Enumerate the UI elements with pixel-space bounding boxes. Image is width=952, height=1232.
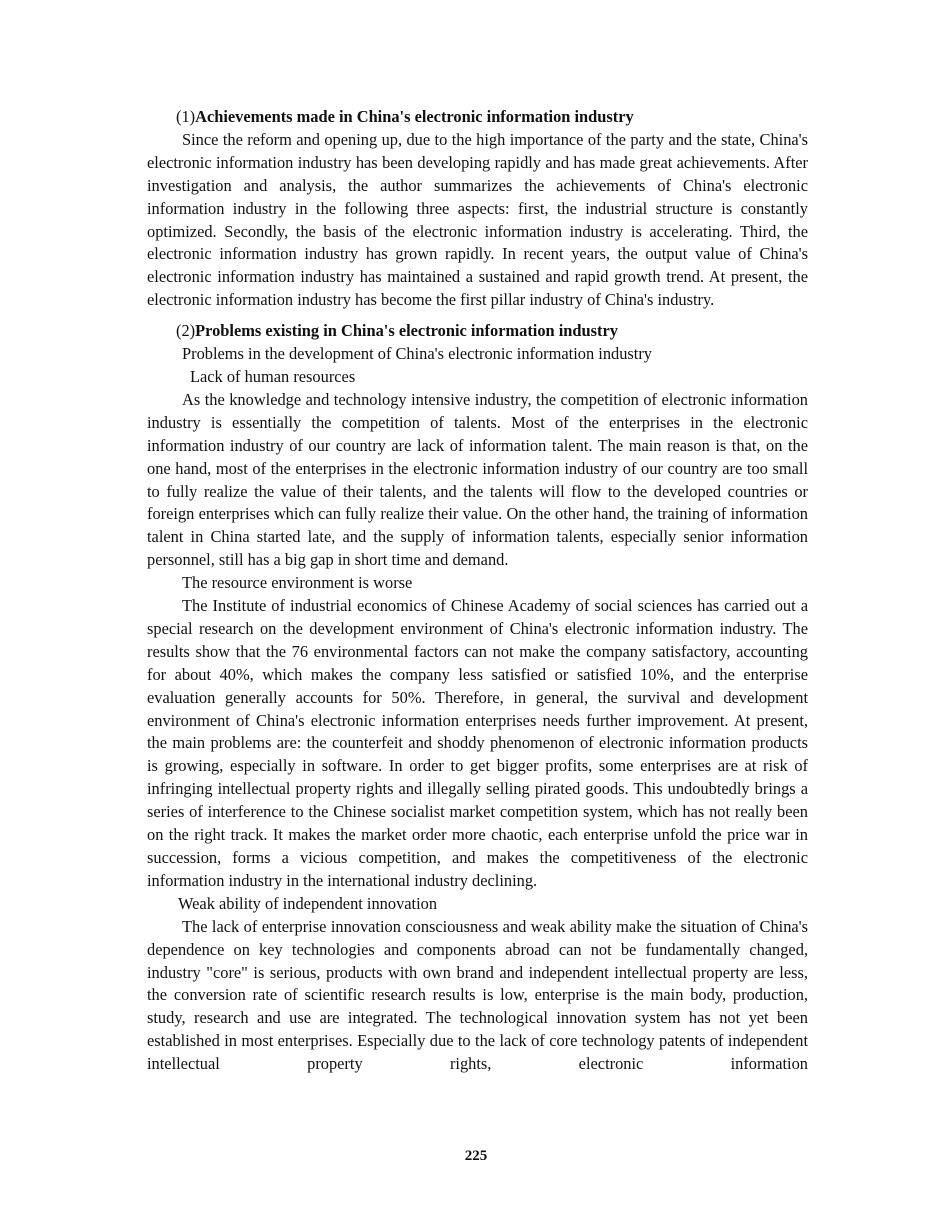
section-2-intro-subheading: Problems in the development of China's electronic information industry [182, 344, 652, 364]
subsection-heading-human-resources: Lack of human resources [190, 366, 356, 386]
section-1-title: Achievements made in China's electronic information industry [195, 107, 634, 126]
subsection-heading-innovation: Weak ability of independent innovation [178, 893, 438, 913]
subsection-heading-resource-environment: The resource environment is worse [182, 573, 413, 593]
document-page [147, 106, 808, 1076]
page-number: 225 [464, 1148, 488, 1164]
subsection-paragraph-human-resources: As the knowledge and technology intensive industry, the competition of electronic information industry is essentially the competition of talents. Most of the enterprises in the electronic information industry of our country are lack of information talent. The main reason is that, on the one hand, most of the enterprises in the electronic information industry of our country are too small to fully realize the value of their talents, and the talents will flow to the developed countries or foreign enterprises which can fully realize their value. On the other hand, the training of information talent in China started late, and the supply of information talents, especially senior information personnel, still has a big gap in short time and demand. [147, 389, 808, 570]
subsection-paragraph-innovation: The lack of enterprise innovation consciousness and weak ability make the situation of China's dependence on key technologies and components abroad can not be fundamentally changed, industry "core" is serious, products with own brand and independent intellectual property are less, the conversion rate of scientific research results is low, enterprise is the main body, production, study, research and use are integrated. The technological innovation system has not yet been established in most enterprises. Especially due to the lack of core technology patents of independent intellectual property rights, electronic information [147, 916, 808, 1074]
section-1-paragraph: Since the reform and opening up, due to the high importance of the party and the state, China's electronic information industry has been developing rapidly and has made great achievements. After investigation and analysis, the author summarizes the achievements of China's electronic information industry in the following three aspects: first, the industrial structure is constantly optimized. Secondly, the basis of the electronic information industry is accelerating. Third, the electronic information industry has grown rapidly. In recent years, the output value of China's electronic information industry has maintained a sustained and rapid growth trend. At present, the electronic information industry has become the first pillar industry of China's industry. [147, 129, 808, 310]
section-1-number: (1) [176, 107, 196, 126]
section-2-number: (2) [176, 321, 196, 341]
section-spacer [147, 312, 808, 320]
section-1-heading [147, 106, 808, 129]
subsection-paragraph-resource-environment: The Institute of industrial economics of Chinese Academy of social sciences has carried out a special research on the development environment of China's electronic information industry. The results show that the 76 environmental factors can not make the company satisfactory, accounting for about 40%, which makes the company less satisfied or satisfied 10%, and the enterprise evaluation generally accounts for 50%. Therefore, in general, the survival and development environment of China's electronic information enterprises needs further improvement. At present, the main problems are: the counterfeit and shoddy phenomenon of electronic information products is growing, especially in software. In order to get bigger profits, some enterprises are at risk of infringing intellectual property rights and illegally selling pirated goods. This undoubtedly brings a series of interference to the Chinese socialist market competition system, which has not really been on the right track. It makes the market order more chaotic, each enterprise unfold the price war in succession, forms a vicious competition, and makes the competitiveness of the electronic information industry in the international industry declining. [147, 596, 808, 890]
section-2-title: Problems existing in China's electronic information industry [195, 321, 618, 341]
section-2-heading [147, 320, 808, 343]
